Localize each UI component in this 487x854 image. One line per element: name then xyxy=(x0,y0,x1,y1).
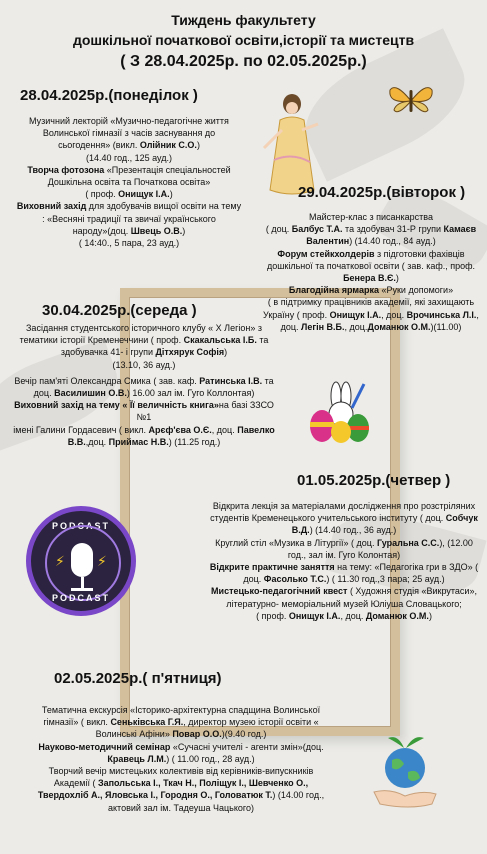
lightning-icon: ⚡ xyxy=(97,553,107,569)
monday-events xyxy=(16,115,242,249)
header-title: Тиждень факультету xyxy=(171,12,316,28)
easter-bunny-eggs-illustration xyxy=(306,374,372,444)
event-item: Виховний захід для здобувачів вищої освіти на тему : «Весняні традиції та звичаї українського народу»(доц. Швець О.В.) xyxy=(16,201,242,236)
event-item: ( доц. Балбус Т.А. та здобувач 31-Р групи Камаєв Валентин) (14.40 год., 84 ауд.) xyxy=(265,224,477,247)
event-item: Мистецько-педагогічний квест ( Художня студія «Викрутаси», літературно- меморіальний музей Юліуша Словацького; xyxy=(211,586,477,609)
event-item: ( проф. Онищук І.А.) xyxy=(85,189,173,200)
event-item: Благодійна ярмарка «Руки допомоги» xyxy=(288,285,454,296)
day-title-wednesday: 30.04.2025р.(середа ) xyxy=(42,302,197,319)
event-time: (14.40 год., 125 ауд.) xyxy=(85,152,173,163)
event-item: Науково-методичний семінар «Сучасні учителі - агенти змін»(доц. Кравець Л.М.) ( 11.00 год., 28 ауд.) xyxy=(38,741,324,764)
event-item: Засідання студентського історичного клубу « Х Легіон» з тематики історії Кременеччини ( проф. Скакальська І.Б. та здобувачка 41- і групи Дітхярук Софія) xyxy=(19,323,269,358)
butterfly-icon xyxy=(388,82,434,120)
event-item: Творча фотозона «Презентація спеціальностей Дошкільна освіта та Початкова освіта» xyxy=(27,164,231,188)
microphone-base xyxy=(71,588,93,591)
event-item: Вечір пам'яті Олександра Смика ( зав. каф. Ратинська І.В. та доц. Василишин О.В.) 16.00 зал ім. Гуго Коллонтая) xyxy=(14,375,274,399)
microphone-icon xyxy=(71,543,93,577)
event-item: ( в підтримку працівників академії, які захищають Україну ( проф. Онищук І.А., доц. Врочинська Л.І., доц. Легін В.Б., доц.Доманюк О.М.)(11.00) xyxy=(263,297,479,332)
page-header xyxy=(0,10,487,74)
tuesday-events xyxy=(262,211,480,333)
podcast-badge xyxy=(26,506,136,616)
event-item: Круглий стіл «Музика в Літургії» ( доц. Гуральна С.С.), (12.00 год., зал ім. Гуго Колонтая) xyxy=(215,537,473,560)
day-title-tuesday: 29.04.2025р.(вівторок ) xyxy=(298,184,466,201)
event-time: (13.10, 36 ауд.) xyxy=(112,359,176,370)
friday-events xyxy=(34,704,328,814)
globe-in-hand-illustration xyxy=(370,732,440,812)
podcast-label-top: PODCAST xyxy=(51,521,110,531)
event-item: Музичний лекторій «Музично-педагогічне життя Волинської гімназії з часів заснування до сьогодення» (викл. Олійник С.О.) xyxy=(29,116,229,151)
header-dates: ( З 28.04.2025р. по 02.05.2025р.) xyxy=(120,53,367,70)
event-item: Майстер-клас з писанкарства xyxy=(309,212,433,222)
podcast-label-bottom: PODCAST xyxy=(51,593,110,603)
event-item: ( проф. Онищук І.А., доц. Доманюк О.М.) xyxy=(256,610,432,621)
wednesday-events xyxy=(10,322,278,448)
thursday-events xyxy=(208,500,480,622)
event-item: Виховний захід на тему « Її величність книга»на базі ЗЗСО №1 xyxy=(14,400,274,423)
event-item: Тематична екскурсія «Історико-архітектурна спадщина Волинської гімназії» ( викл. Сеньківська Г.Я., директор музею історії освіти « Волинські Афіни» Повар О.О.)(9.40 год.) xyxy=(41,705,321,740)
event-item: Відкрита лекція за матеріалами дослідження про розстріляних студентів Кременецького учительського інституту ( доц. Собчук В.Д.) (14.40 год., 36 ауд.) xyxy=(210,501,478,536)
event-time: ( 14:40., 5 пара, 23 ауд.) xyxy=(78,238,180,249)
header-subtitle: дошкільної початкової освіти,історії та мистецтв xyxy=(72,32,415,48)
day-title-friday: 02.05.2025р.( п'ятниця) xyxy=(54,670,222,687)
girl-illustration xyxy=(252,90,330,198)
event-item: Творчий вечір мистецьких колективів від керівників-випускників Академії ( Запольська І., Ткач Н., Поліщук І., Шевченко О., Твердохліб А., Яловська І., Городня О., Головатюк Т.) (14.00 год., актовий зал ім. Тадеуша Чацького) xyxy=(37,766,325,813)
day-title-monday: 28.04.2025р.(понеділок ) xyxy=(20,87,198,104)
event-item: імені Галини Гордасевич ( викл. Арєф'єва О.Є., доц. Павелко В.В.,доц. Приймас Н.В.) (11.25 год.) xyxy=(13,424,275,447)
lightning-icon: ⚡ xyxy=(55,553,65,569)
event-item: Форум стейкхолдерів з підготовки фахівців дошкільної та початкової освіти ( зав. каф., проф. Бенера В.Є.) xyxy=(266,248,476,284)
day-title-thursday: 01.05.2025р.(четвер ) xyxy=(297,472,451,489)
event-item: Відкрите практичне заняття на тему: «Педагогіка гри в ЗДО» ( доц. Фасолько Т.С.) ( 11.30 год.,3 пара; 25 ауд.) xyxy=(209,562,479,585)
